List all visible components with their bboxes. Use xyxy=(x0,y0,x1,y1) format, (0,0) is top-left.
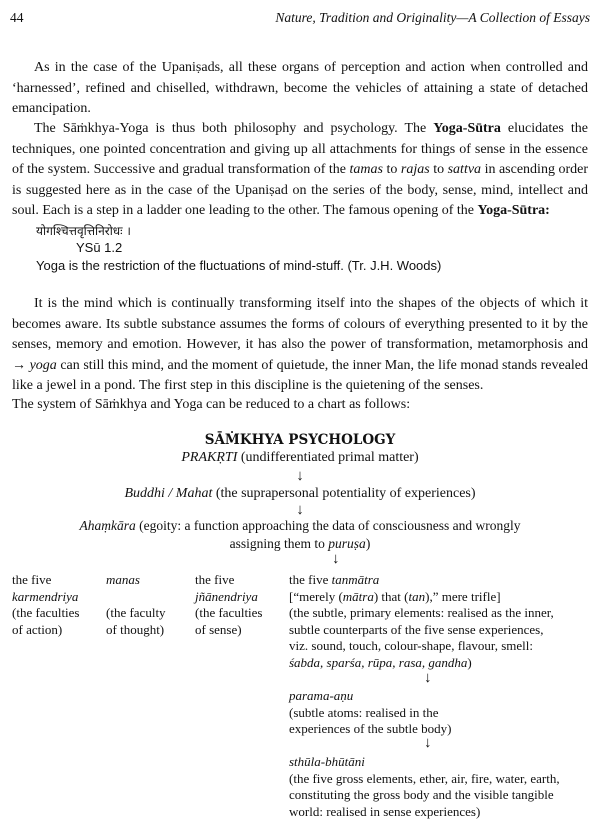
col-text: viz. sound, touch, colour-shape, flavour, smell: xyxy=(289,638,533,653)
close-paren: ) xyxy=(467,654,472,670)
col-text: (the five gross elements, ether, air, fire, water, earth, xyxy=(289,770,560,786)
col-text: [“merely ( xyxy=(289,588,343,604)
prakrti-term: PRAKṚTI xyxy=(181,450,238,465)
prakrti-description: (undifferentiated primal matter) xyxy=(237,450,419,465)
col-text: world: realised in sense experiences) xyxy=(289,803,481,819)
paragraph-2-text: in ascending order is suggested here as in the case of the Upaniṣad on the series of the body, sense, mind, intellect and soul. Each is a step in a ladder one leading to the other. The famous opening of the xyxy=(12,162,588,218)
paramanu-term: parama-aṇu xyxy=(289,688,354,703)
matra-term: mātra xyxy=(342,588,374,604)
sthula-block xyxy=(289,754,560,820)
paramanu-block xyxy=(289,688,451,738)
tamas-term: tamas xyxy=(349,162,383,177)
paragraph-3-text: can still this mind, and the moment of quietude, the inner Man, the life monad stands revealed like a jewel in a pond. The first step in this discipline is the quietening of the senses. xyxy=(12,357,589,393)
karmendriya-term: karmendriya xyxy=(12,588,79,604)
rajas-term: rajas xyxy=(400,162,430,177)
chart-title: SĀṀKHYA PSYCHOLOGY xyxy=(204,432,396,448)
arrow-down: ↓ xyxy=(332,551,340,567)
quote-translation: Yoga is the restriction of the fluctuations of mind-stuff. (Tr. J.H. Woods) xyxy=(36,258,442,273)
col-text: of sense) xyxy=(195,621,242,637)
paragraph-2-text: to xyxy=(429,162,448,177)
ahamkara-line xyxy=(0,518,600,534)
ahamkara-line-2 xyxy=(0,536,600,552)
col-text: of thought) xyxy=(106,621,165,637)
manas-column xyxy=(106,572,166,638)
karmendriya-column xyxy=(12,572,80,638)
paragraph-2-text: to xyxy=(383,162,401,177)
arrow-down: ↓ xyxy=(424,735,432,751)
yoga-term: yoga xyxy=(29,357,57,373)
ahamkara-term: Ahaṃkāra xyxy=(79,518,136,533)
col-text: constituting the gross body and the visible tangible xyxy=(289,787,554,802)
col-text: (the subtle, primary elements: realised as the inner, xyxy=(289,605,554,620)
arrow-down: ↓ xyxy=(296,468,304,484)
paragraph-2-text: elucidates the techniques, one pointed concentration and giving up all attachments for things of sense in the essence of the system. Successive and gradual transformation of the xyxy=(12,121,588,177)
paragraph-4: The system of Sāṁkhya and Yoga can be reduced to a chart as follows: xyxy=(12,397,411,412)
running-title: Nature, Tradition and Originality—A Collection of Essays xyxy=(275,10,590,25)
purusa-term: puruṣa xyxy=(328,536,366,551)
col-text: subtle counterparts of the five sense experiences, xyxy=(289,621,544,637)
paragraph-2 xyxy=(12,119,588,222)
col-text: ),” mere trifle] xyxy=(425,588,501,604)
paragraph-3 xyxy=(12,294,588,397)
buddhi-line xyxy=(0,486,600,502)
col-text: the five xyxy=(12,572,52,587)
col-text: (subtle atoms: realised in the xyxy=(289,704,439,720)
jnanendriya-term: jñānendriya xyxy=(195,588,258,604)
sthula-term: sthūla-bhūtāni xyxy=(289,754,365,769)
jnanendriya-column xyxy=(195,572,263,638)
tanmatra-column xyxy=(289,572,554,671)
sattva-term: sattva xyxy=(447,162,482,177)
quote-reference: YSū 1.2 xyxy=(76,240,123,255)
col-text: experiences of the subtle body) xyxy=(289,721,452,736)
yoga-sutra-term: Yoga-Sūtra: xyxy=(477,203,550,218)
sanskrit-quote: योगश्चित्तवृत्तिनिरोधः । xyxy=(36,224,131,238)
paragraph-1 xyxy=(12,58,588,120)
paragraph-1-text: As in the case of the Upaniṣads, all these organs of perception and action when controlled and ‘harnessed’, refined and chiselled, withdrawn, become the vehicles of attaining a state of detached emancipation. xyxy=(12,60,588,116)
yoga-sutra-term: Yoga-Sūtra xyxy=(433,121,501,136)
col-text: ) that ( xyxy=(373,588,409,604)
arrow-down: ↓ xyxy=(296,502,304,518)
prakrti-line xyxy=(0,450,600,466)
page-number: 44 xyxy=(10,10,24,25)
ahamkara-description: assigning them to xyxy=(229,536,329,551)
paragraph-2-text: The Sāṁkhya-Yoga is thus both philosophy and psychology. The xyxy=(34,121,434,136)
tanmatra-gloss xyxy=(289,589,554,606)
col-text: the five xyxy=(195,572,235,587)
sense-terms xyxy=(289,655,554,672)
col-text: (the faculty xyxy=(106,605,166,620)
tanmatra-heading xyxy=(289,572,554,589)
buddhi-term: Buddhi / Mahat xyxy=(124,486,213,501)
col-text: (the faculties xyxy=(12,605,80,620)
paragraph-3-text: It is the mind which is continually transforming itself into the shapes of the objects of which it becomes aware. Its subtle substance assumes the forms of colours of everything presented to it by the senses, memory and emotion. However, it has also the power of transformation, metamorphosis and → xyxy=(12,296,588,373)
col-text: of action) xyxy=(12,621,63,637)
manas-term: manas xyxy=(106,572,140,587)
buddhi-description: (the suprapersonal potentiality of experiences) xyxy=(212,486,476,501)
sense-terms-list: śabda, sparśa, rūpa, rasa, gandha xyxy=(289,654,468,670)
arrow-down: ↓ xyxy=(424,670,432,686)
tan-term: tan xyxy=(408,588,426,604)
close-paren: ) xyxy=(365,536,371,551)
ahamkara-description: (egoity: a function approaching the data of consciousness and wrongly xyxy=(135,518,521,533)
col-text: the five xyxy=(289,572,332,587)
tanmatra-term: tanmātra xyxy=(331,572,380,587)
col-text: (the faculties xyxy=(195,605,263,620)
